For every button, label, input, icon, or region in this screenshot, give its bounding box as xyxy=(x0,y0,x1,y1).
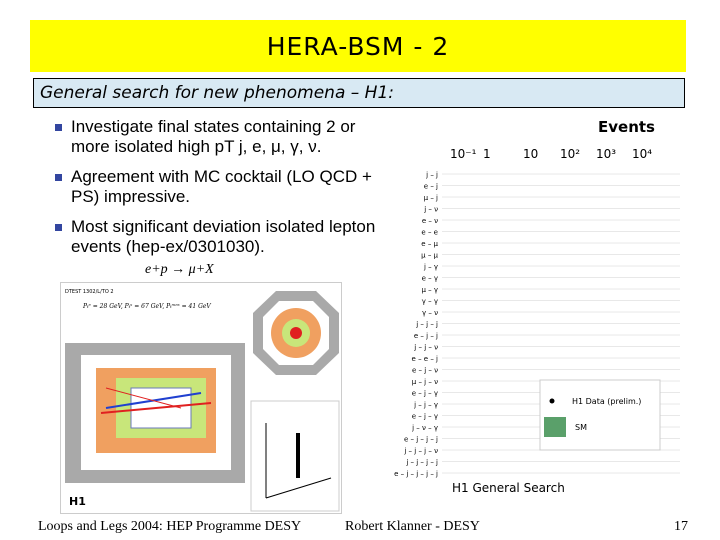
channel-label: e – j – j xyxy=(413,332,438,340)
lego-tower xyxy=(296,433,300,478)
channel-label: j – j – j xyxy=(416,320,438,329)
h1-logo: H1 xyxy=(69,495,86,508)
channel-label: e – j – j – j xyxy=(404,435,438,444)
channel-label: e – j – γ xyxy=(411,412,438,421)
kinematics-label: Pₜᵉ = 28 GeV, Pₜˣ = 67 GeV, Pₜᵐᵉˢ = 41 GeV xyxy=(83,303,211,310)
axis-tick-label: 10 xyxy=(523,147,539,161)
bullet-item xyxy=(55,217,385,257)
event-display-image xyxy=(60,282,342,514)
channel-label: e – μ xyxy=(421,240,438,248)
events-plot-svg xyxy=(380,112,692,502)
legend-sm-label: SM xyxy=(575,423,587,432)
channel-label: j – j – ν xyxy=(414,343,438,352)
channel-label: j – ν – γ xyxy=(412,424,438,432)
bullet-square-icon xyxy=(55,124,62,131)
legend-data-label: H1 Data (prelim.) xyxy=(572,397,642,406)
channel-label: μ – j xyxy=(423,194,438,202)
bullet-item xyxy=(55,117,385,157)
events-plot xyxy=(380,112,692,502)
channel-label: e – j – γ xyxy=(411,389,438,398)
bullet-text: Agreement with MC cocktail (LO QCD + PS) impressive. xyxy=(71,167,372,206)
bullet-list xyxy=(55,117,385,257)
title-bar xyxy=(30,20,686,72)
axis-tick-label: 1 xyxy=(483,147,491,161)
axis-tick-label: 10⁻¹ xyxy=(450,147,477,161)
plot-footer-label: H1 General Search xyxy=(452,481,565,495)
channel-label: e – j – j – j – j xyxy=(394,470,438,478)
channel-label: γ – ν xyxy=(421,309,438,317)
channel-label: γ – γ xyxy=(421,297,438,306)
plot-title: Events xyxy=(598,118,655,136)
legend-data-marker xyxy=(550,399,555,404)
channel-label: e – γ xyxy=(421,274,438,283)
channel-label: μ – μ xyxy=(421,251,438,260)
legend-sm-swatch xyxy=(544,417,566,437)
channel-label: μ – j – ν xyxy=(411,378,438,386)
bullet-square-icon xyxy=(55,174,62,181)
channel-label: μ – γ xyxy=(421,286,438,294)
lego-plot-frame xyxy=(251,401,339,511)
bullet-item xyxy=(55,167,385,207)
legend-box xyxy=(540,380,660,450)
slide-title: HERA-BSM - 2 xyxy=(266,31,450,61)
page-number: 17 xyxy=(674,519,688,534)
channel-label: e – j – ν xyxy=(411,366,438,375)
bullet-square-icon xyxy=(55,224,62,231)
channel-label: e – j xyxy=(423,182,438,191)
channel-label: j – γ xyxy=(423,263,438,271)
bullet-text: Most significant deviation isolated lepton events (hep-ex/0301030). xyxy=(71,217,376,256)
axis-tick-label: 10³ xyxy=(596,147,617,161)
channel-label: j – ν xyxy=(424,205,438,214)
footer-author: Robert Klanner - DESY xyxy=(345,519,480,534)
channel-label: e – e – j xyxy=(411,355,438,363)
radial-core xyxy=(290,327,302,339)
channel-label: j – j – γ xyxy=(414,401,438,409)
reaction-formula: e+p → μ+X xyxy=(145,262,214,277)
slide-subtitle: General search for new phenomena – H1: xyxy=(40,83,395,103)
subtitle-box xyxy=(33,78,685,108)
channel-label: e – e xyxy=(421,228,438,237)
run-label: DTEST 1302/L/TO 2 xyxy=(65,289,114,295)
channel-label: e – ν xyxy=(421,217,438,225)
channel-label: j – j – j – ν xyxy=(404,447,438,455)
axis-tick-label: 10⁴ xyxy=(632,147,653,161)
bullet-text: Investigate final states containing 2 or more isolated high pT j, e, μ, γ, ν. xyxy=(71,117,356,156)
channel-label: j – j xyxy=(426,171,438,179)
footer-conference: Loops and Legs 2004: HEP Programme DESY xyxy=(38,519,302,534)
channel-label: j – j – j – j xyxy=(406,458,438,467)
event-display-svg xyxy=(61,283,341,513)
axis-tick-label: 10² xyxy=(560,147,581,161)
